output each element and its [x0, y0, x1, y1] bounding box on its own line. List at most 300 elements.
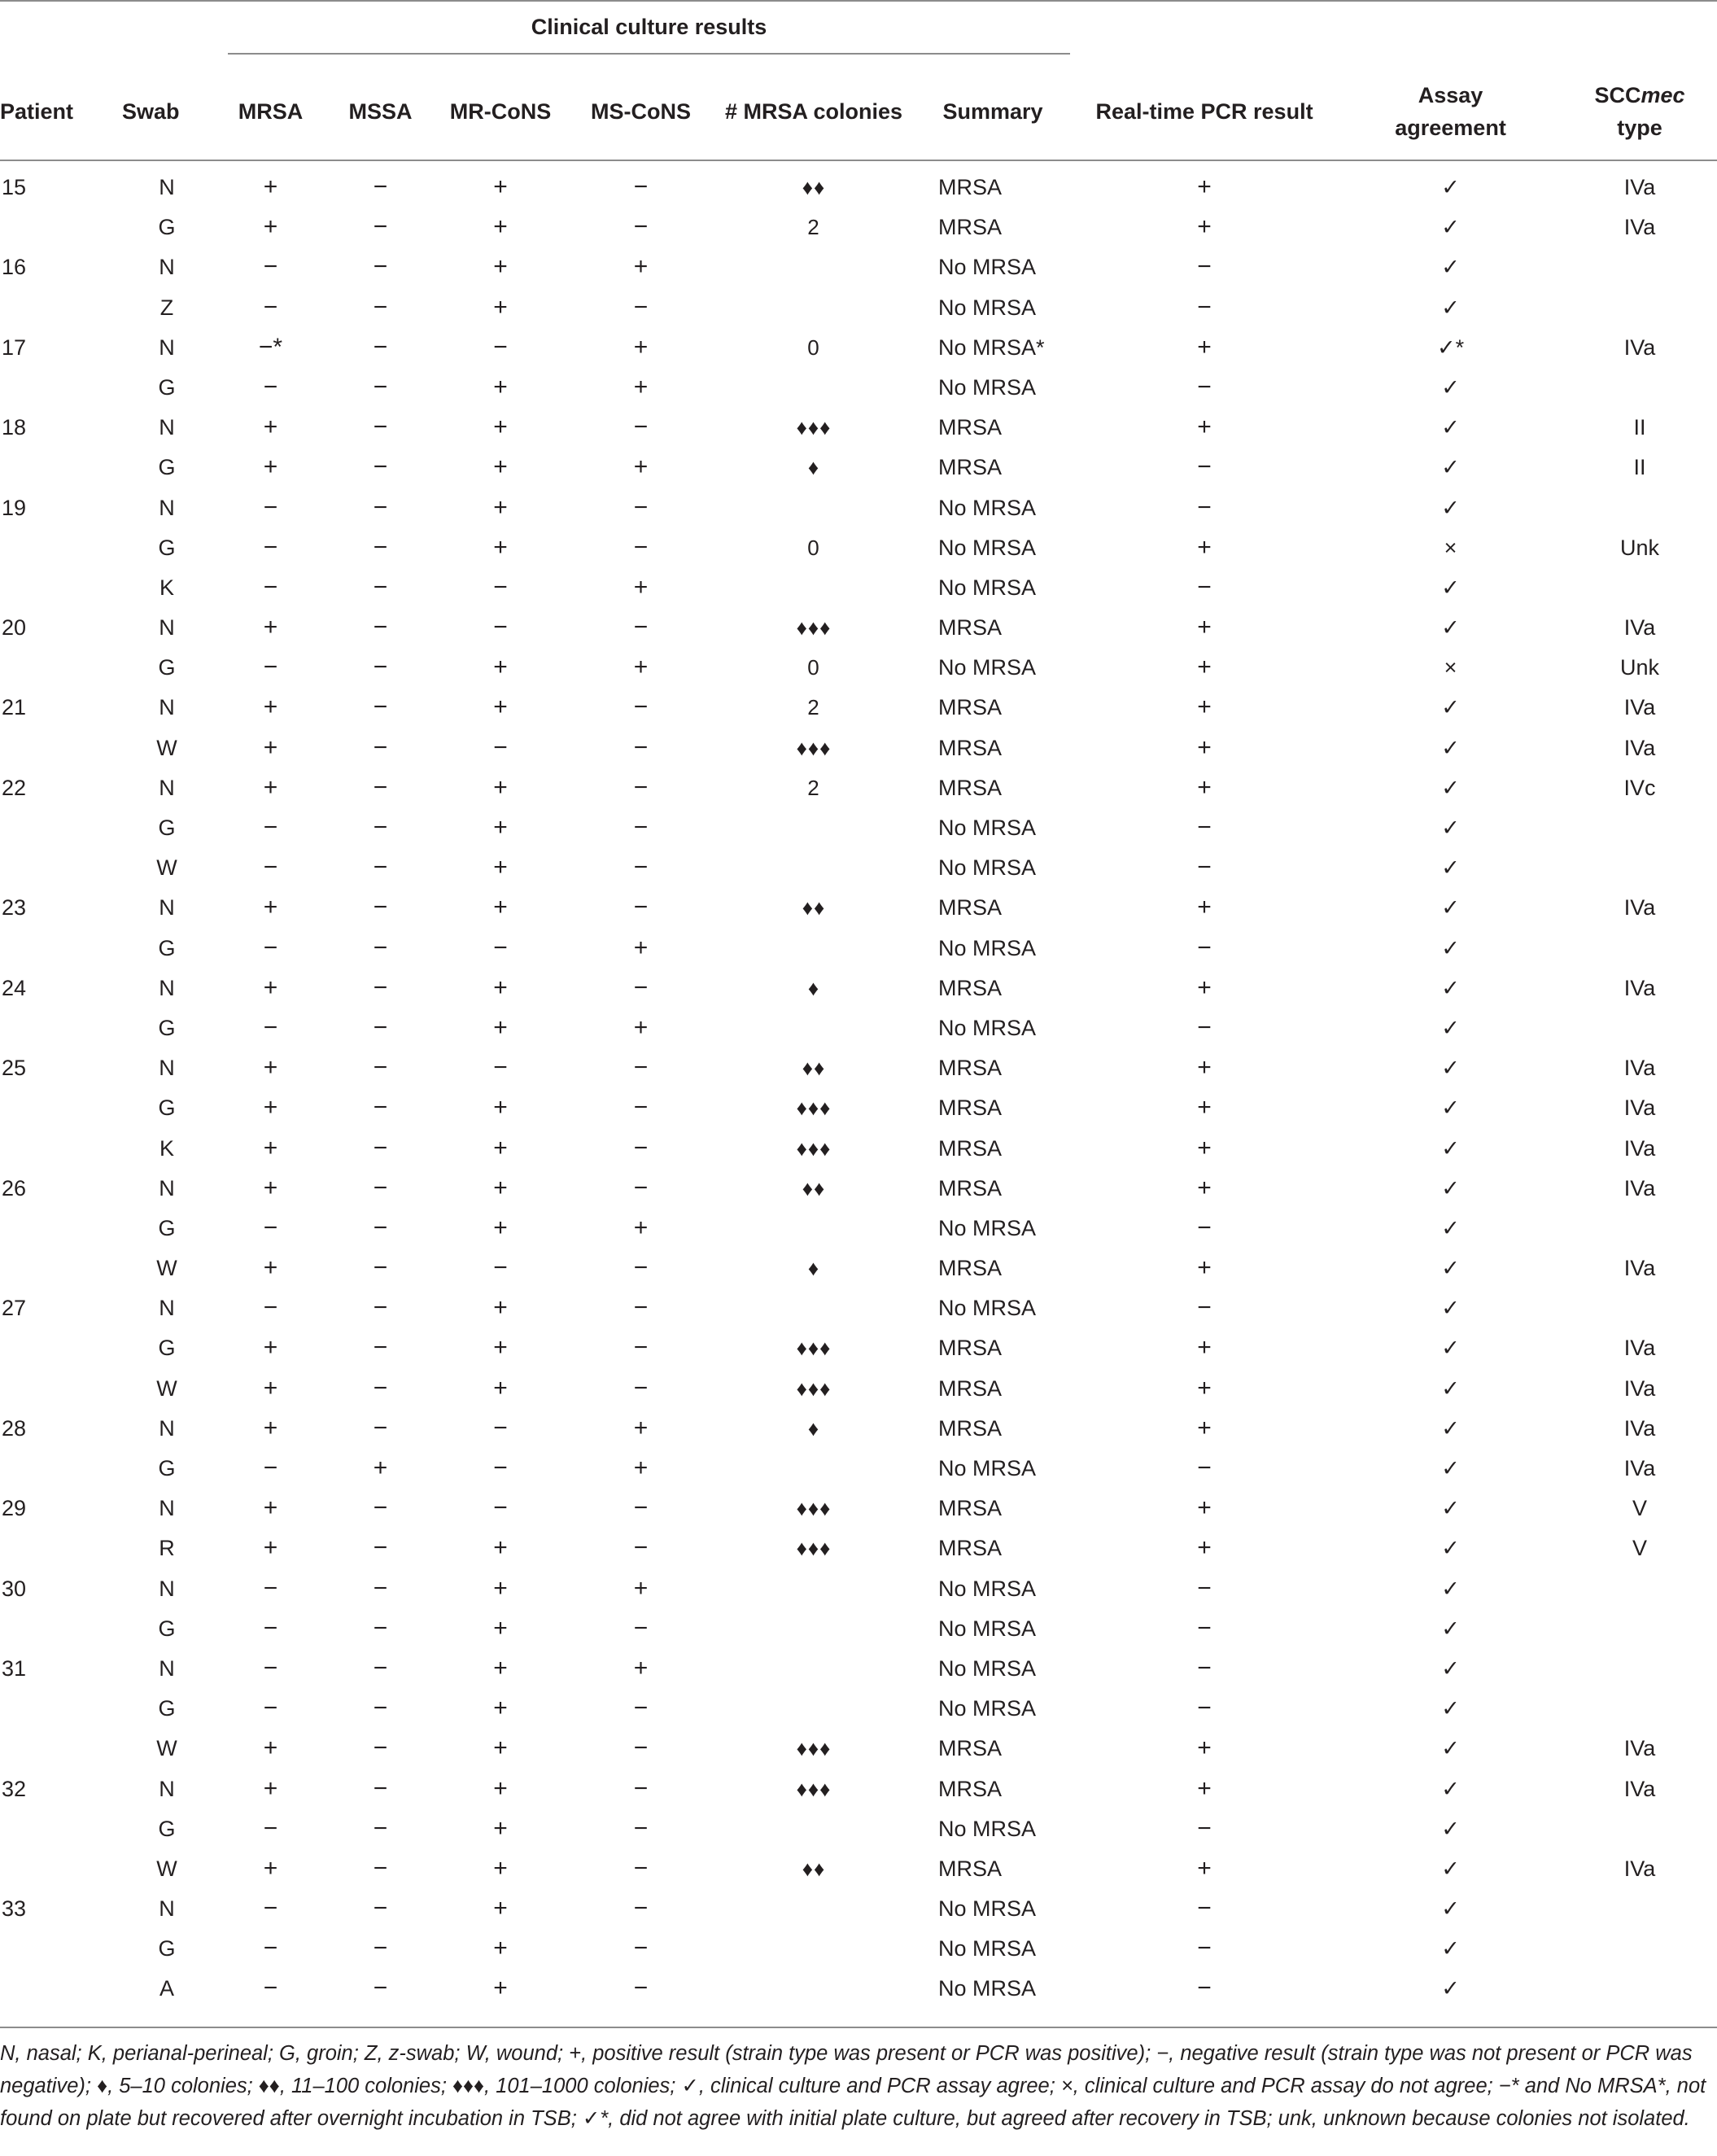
mrsa-cell: + — [263, 1494, 278, 1522]
patient-cell — [0, 1814, 122, 1854]
ms-cons-cell: − — [633, 1734, 649, 1762]
sccmec-cell: IVa — [1623, 335, 1656, 360]
table-bottom-rule — [0, 2027, 1717, 2028]
swab-cell: G — [158, 655, 176, 680]
sccmec-cell — [1562, 573, 1717, 613]
table-row — [0, 1293, 1717, 1333]
mr-cons-cell: + — [493, 773, 508, 801]
mssa-cell: − — [373, 1054, 388, 1082]
colonies-cell: ♦♦♦ — [796, 1375, 832, 1401]
table-row — [0, 533, 1717, 573]
mr-cons-cell: − — [493, 573, 508, 601]
swab-cell: G — [158, 1336, 176, 1361]
mr-cons-cell: + — [493, 1013, 508, 1041]
mssa-cell: − — [373, 533, 388, 561]
mssa-cell: − — [373, 1935, 388, 1962]
table-row — [0, 1134, 1717, 1174]
colonies-cell — [712, 573, 915, 613]
colonies-cell: ♦♦ — [802, 1056, 826, 1081]
mrsa-cell: + — [263, 1734, 278, 1762]
colonies-cell: ♦♦♦ — [796, 1776, 832, 1801]
ms-cons-cell: − — [633, 1975, 649, 2002]
sccmec-cell: IVa — [1623, 695, 1656, 720]
table-row — [0, 853, 1717, 893]
pcr-cell: + — [1197, 1734, 1212, 1762]
mr-cons-cell: − — [493, 1054, 508, 1082]
sccmec-cell: IVa — [1623, 215, 1656, 240]
mrsa-cell: − — [263, 934, 278, 961]
colonies-cell — [712, 1694, 915, 1734]
sccmec-cell — [1562, 853, 1717, 893]
sccmec-cell: IVa — [1623, 1135, 1656, 1161]
swab-cell: K — [159, 575, 174, 600]
swab-cell: N — [159, 1896, 175, 1922]
summary-cell: MRSA — [938, 1776, 1003, 1801]
colonies-cell — [712, 293, 915, 333]
sccmec-cell — [1562, 934, 1717, 973]
sccmec-cell: IVa — [1623, 1336, 1656, 1361]
agreement-cell: ✓ — [1441, 1056, 1460, 1081]
mr-cons-cell: + — [493, 1654, 508, 1682]
mssa-cell: − — [373, 1734, 388, 1762]
mssa-cell: − — [373, 1814, 388, 1842]
mssa-cell: − — [373, 1254, 388, 1282]
agreement-cell: ✓ — [1441, 1135, 1460, 1161]
ms-cons-cell: + — [633, 1013, 649, 1041]
agreement-cell: ✓ — [1441, 1536, 1460, 1561]
ms-cons-cell: − — [633, 1374, 649, 1402]
patient-cell: 16 — [2, 255, 27, 280]
table-row — [0, 1734, 1717, 1773]
patient-cell: 32 — [2, 1776, 27, 1801]
table-row — [0, 1493, 1717, 1533]
table-row — [0, 1894, 1717, 1934]
sccmec-cell — [1562, 1654, 1717, 1694]
table-row — [0, 1093, 1717, 1133]
mrsa-cell: − — [263, 1695, 278, 1722]
patient-cell — [0, 1533, 122, 1573]
patient-cell: 17 — [2, 335, 27, 360]
agreement-cell: ✓ — [1441, 1816, 1460, 1841]
mrsa-cell: + — [263, 614, 278, 641]
agreement-cell: ✓ — [1441, 1256, 1460, 1281]
table-body — [0, 160, 1717, 2014]
ms-cons-cell: + — [633, 373, 649, 400]
colonies-cell: ♦♦♦ — [796, 1496, 832, 1521]
mssa-cell: − — [373, 333, 388, 361]
summary-cell: MRSA — [938, 1175, 1003, 1200]
sccmec-cell: V — [1632, 1496, 1648, 1521]
sccmec-cell — [1562, 1574, 1717, 1614]
agreement-cell: ✓ — [1441, 615, 1460, 641]
pcr-cell: + — [1197, 1494, 1212, 1522]
sccmec-cell — [1562, 1894, 1717, 1934]
sccmec-cell: IVa — [1623, 175, 1656, 199]
pcr-cell: − — [1197, 1574, 1212, 1602]
mr-cons-cell: + — [493, 1574, 508, 1602]
sccmec-cell: IVa — [1623, 735, 1656, 760]
ms-cons-cell: − — [633, 413, 649, 441]
swab-cell: G — [158, 215, 176, 240]
mrsa-cell: + — [263, 453, 278, 481]
summary-cell: MRSA — [938, 775, 1003, 800]
table-row — [0, 1694, 1717, 1734]
swab-cell: G — [158, 1616, 176, 1641]
table-row — [0, 1934, 1717, 1974]
colonies-cell — [712, 1894, 915, 1934]
table-row — [0, 1253, 1717, 1293]
header-sccmec-type — [1562, 63, 1717, 160]
ms-cons-cell: − — [633, 173, 649, 200]
swab-cell: W — [156, 735, 177, 760]
swab-cell: K — [159, 1135, 174, 1161]
mssa-cell: − — [373, 1774, 388, 1802]
agreement-cell: ✓ — [1441, 575, 1460, 600]
swab-cell: N — [159, 1496, 175, 1521]
mssa-cell: − — [373, 1975, 388, 2002]
mr-cons-cell: + — [493, 1134, 508, 1161]
colonies-cell — [712, 1454, 915, 1493]
mr-cons-cell: + — [493, 1374, 508, 1402]
mr-cons-cell: + — [493, 814, 508, 841]
ms-cons-cell: − — [633, 1054, 649, 1082]
summary-cell: No MRSA — [938, 1296, 1037, 1321]
header-assay-agreement — [1339, 63, 1562, 160]
pcr-cell: + — [1197, 1854, 1212, 1882]
patient-cell: 24 — [2, 975, 27, 1000]
header-pcr-result: Real-time PCR result — [1070, 63, 1339, 160]
mssa-cell: − — [373, 1614, 388, 1642]
ms-cons-cell: − — [633, 894, 649, 921]
patient-cell — [0, 1333, 122, 1373]
colonies-cell — [712, 252, 915, 292]
mr-cons-cell: + — [493, 293, 508, 321]
sccmec-cell — [1562, 1214, 1717, 1253]
ms-cons-cell: + — [633, 1654, 649, 1682]
ms-cons-cell: − — [633, 533, 649, 561]
pcr-cell: + — [1197, 733, 1212, 761]
patient-cell — [0, 653, 122, 693]
colonies-cell — [712, 1574, 915, 1614]
pcr-cell: − — [1197, 854, 1212, 881]
ms-cons-cell: − — [633, 814, 649, 841]
colonies-cell: ♦♦ — [802, 175, 826, 199]
agreement-cell: ✓ — [1441, 1375, 1460, 1401]
ms-cons-cell: − — [633, 1334, 649, 1362]
mssa-cell: − — [373, 1374, 388, 1402]
mssa-cell: − — [373, 1654, 388, 1682]
mrsa-cell: + — [263, 413, 278, 441]
patient-cell: 27 — [2, 1296, 27, 1321]
agreement-cell: ✓ — [1441, 215, 1460, 240]
ms-cons-cell: + — [633, 1214, 649, 1241]
pcr-cell: − — [1197, 1695, 1212, 1722]
summary-cell: No MRSA — [938, 1896, 1037, 1922]
patient-cell: 19 — [2, 495, 27, 520]
mrsa-cell: + — [263, 1094, 278, 1122]
table-row — [0, 160, 1717, 212]
table-row — [0, 573, 1717, 613]
patient-cell — [0, 1093, 122, 1133]
patient-cell — [0, 733, 122, 773]
pcr-cell: − — [1197, 1935, 1212, 1962]
colonies-cell: ♦♦♦ — [796, 1336, 832, 1361]
mr-cons-cell: + — [493, 173, 508, 200]
sccmec-cell: V — [1632, 1536, 1648, 1561]
patient-cell — [0, 813, 122, 853]
agreement-cell: ✓ — [1441, 735, 1460, 760]
ms-cons-cell: − — [633, 1534, 649, 1562]
patient-cell: 28 — [2, 1415, 27, 1441]
mssa-cell: − — [373, 934, 388, 961]
summary-cell: No MRSA — [938, 935, 1037, 960]
summary-cell: MRSA — [938, 1375, 1003, 1401]
ms-cons-cell: − — [633, 1774, 649, 1802]
mssa-cell: − — [373, 654, 388, 681]
pcr-cell: + — [1197, 1534, 1212, 1562]
mrsa-cell: + — [263, 1334, 278, 1362]
agreement-cell: ✓ — [1441, 816, 1460, 840]
mrsa-cell: − — [263, 1814, 278, 1842]
swab-cell: N — [159, 775, 175, 800]
agreement-cell: ✓* — [1436, 335, 1465, 360]
sccmec-cell: IVa — [1623, 1256, 1656, 1281]
sccmec-cell: Unk — [1620, 535, 1660, 560]
header-mr-cons: MR-CoNS — [431, 63, 570, 160]
mrsa-cell: + — [263, 1134, 278, 1161]
agreement-cell: ✓ — [1441, 1296, 1460, 1321]
table-row — [0, 333, 1717, 373]
mssa-cell: − — [373, 253, 388, 281]
mrsa-cell: + — [263, 693, 278, 721]
colonies-cell — [712, 1013, 915, 1053]
summary-cell: MRSA — [938, 1415, 1003, 1441]
colonies-cell: ♦♦♦ — [796, 1736, 832, 1761]
swab-cell: G — [158, 374, 176, 400]
mr-cons-cell: + — [493, 654, 508, 681]
sccmec-cell — [1562, 1974, 1717, 2014]
table-row — [0, 1013, 1717, 1053]
pcr-cell: − — [1197, 1454, 1212, 1481]
swab-cell: G — [158, 455, 176, 480]
mr-cons-cell: + — [493, 253, 508, 281]
agreement-cell: ✓ — [1441, 1576, 1460, 1601]
pcr-cell: − — [1197, 1013, 1212, 1041]
mr-cons-cell: + — [493, 1614, 508, 1642]
swab-cell: W — [156, 1375, 177, 1401]
pcr-cell: + — [1197, 413, 1212, 441]
swab-cell: W — [156, 855, 177, 881]
ms-cons-cell: − — [633, 1614, 649, 1642]
agreement-cell: ✓ — [1441, 1856, 1460, 1881]
table-footnote: N, nasal; K, perianal-perineal; G, groin; Z, z-swab; W, wound; +, positive result (strain type was present or PCR was positive); −, negative result (strain type was not present or PCR was negative); ♦, 5–10 colonies; ♦♦, 11–100 colonies; ♦♦♦, 101–1000 colonies; ✓, clinical culture and PCR assay agree; ×, clinical culture and PCR assay do not agree; −* and No MRSA*, not found on plate but recovered after overnight incubation in TSB; ✓*, did not agree with initial plate culture, but agreed after recovery in TSB; unk, unknown because colonies not isolated. — [0, 2042, 1706, 2130]
agreement-cell: ✓ — [1441, 775, 1460, 800]
pcr-cell: − — [1197, 1895, 1212, 1922]
pcr-cell: − — [1197, 934, 1212, 961]
ms-cons-cell: + — [633, 1454, 649, 1481]
summary-cell: MRSA — [938, 1256, 1003, 1281]
mssa-cell: − — [373, 1414, 388, 1441]
summary-cell: No MRSA — [938, 1576, 1037, 1601]
patient-cell — [0, 1614, 122, 1654]
patient-cell — [0, 1934, 122, 1974]
table-row — [0, 934, 1717, 973]
mrsa-cell: − — [263, 854, 278, 881]
mrsa-cell: − — [263, 1454, 278, 1481]
mrsa-cell: − — [263, 373, 278, 400]
colonies-cell: 2 — [807, 775, 820, 800]
swab-cell: N — [159, 1576, 175, 1601]
patient-cell: 15 — [2, 175, 27, 199]
mrsa-cell: + — [263, 1414, 278, 1441]
pcr-cell: − — [1197, 1654, 1212, 1682]
sccmec-cell: IVa — [1623, 1375, 1656, 1401]
pcr-cell: + — [1197, 894, 1212, 921]
colonies-cell: ♦♦♦ — [796, 1135, 832, 1161]
patient-cell — [0, 1374, 122, 1414]
ms-cons-cell: + — [633, 453, 649, 481]
mrsa-cell: − — [263, 1574, 278, 1602]
table-row — [0, 1774, 1717, 1814]
summary-cell: MRSA — [938, 1135, 1003, 1161]
ms-cons-cell: − — [633, 614, 649, 641]
pcr-cell: + — [1197, 173, 1212, 200]
mssa-cell: − — [373, 1695, 388, 1722]
colonies-cell: ♦♦ — [802, 895, 826, 921]
mssa-cell: − — [373, 894, 388, 921]
pcr-cell: − — [1197, 453, 1212, 481]
mssa-cell: − — [373, 1174, 388, 1201]
swab-cell: N — [159, 495, 175, 520]
table-row — [0, 212, 1717, 252]
colonies-cell — [712, 1814, 915, 1854]
ms-cons-cell: − — [633, 733, 649, 761]
mssa-cell: − — [373, 413, 388, 441]
table-row — [0, 252, 1717, 292]
colonies-cell — [712, 934, 915, 973]
mrsa-cell: + — [263, 1174, 278, 1201]
summary-cell: MRSA — [938, 1056, 1003, 1081]
table-row — [0, 1454, 1717, 1493]
ms-cons-cell: − — [633, 773, 649, 801]
mrsa-cell: + — [263, 1854, 278, 1882]
agreement-cell: ✓ — [1441, 255, 1460, 280]
mssa-cell: − — [373, 453, 388, 481]
ms-cons-cell: − — [633, 1494, 649, 1522]
agreement-cell: ✓ — [1441, 1456, 1460, 1480]
pcr-cell: + — [1197, 1254, 1212, 1282]
agreement-cell: ✓ — [1441, 175, 1460, 199]
summary-cell: No MRSA — [938, 1456, 1037, 1480]
sccmec-cell: IVa — [1623, 1856, 1656, 1881]
patient-cell: 31 — [2, 1655, 27, 1681]
ms-cons-cell: − — [633, 854, 649, 881]
pcr-cell: − — [1197, 373, 1212, 400]
summary-cell: MRSA — [938, 695, 1003, 720]
mr-cons-cell: − — [493, 614, 508, 641]
patient-cell — [0, 1134, 122, 1174]
swab-cell: G — [158, 1456, 176, 1480]
swab-cell: W — [156, 1256, 177, 1281]
pcr-cell: + — [1197, 1094, 1212, 1122]
mrsa-cell: + — [263, 1254, 278, 1282]
mrsa-cell: + — [263, 173, 278, 200]
mssa-cell: − — [373, 693, 388, 721]
mrsa-cell: − — [263, 1013, 278, 1041]
mssa-cell: − — [373, 973, 388, 1001]
sccmec-cell — [1562, 1013, 1717, 1053]
table-row — [0, 1374, 1717, 1414]
ms-cons-cell: + — [633, 1574, 649, 1602]
mssa-cell: − — [373, 493, 388, 521]
sccmec-cell — [1562, 1293, 1717, 1333]
mr-cons-cell: + — [493, 973, 508, 1001]
summary-cell: No MRSA — [938, 255, 1037, 280]
agreement-cell: ✓ — [1441, 1696, 1460, 1721]
swab-cell: N — [159, 1175, 175, 1200]
patient-cell — [0, 853, 122, 893]
swab-cell: N — [159, 335, 175, 360]
agreement-cell: ✓ — [1441, 295, 1460, 320]
pcr-cell: + — [1197, 1334, 1212, 1362]
patient-cell: 25 — [2, 1056, 27, 1081]
agreement-cell: ✓ — [1441, 695, 1460, 720]
patient-cell — [0, 453, 122, 492]
mrsa-cell: + — [263, 894, 278, 921]
mrsa-cell: + — [263, 773, 278, 801]
mrsa-cell: − — [263, 253, 278, 281]
mssa-cell: − — [373, 213, 388, 241]
colonies-cell — [712, 853, 915, 893]
pcr-cell: + — [1197, 1774, 1212, 1802]
summary-cell: MRSA — [938, 415, 1003, 440]
swab-cell: G — [158, 1696, 176, 1721]
mssa-cell: − — [373, 1534, 388, 1562]
header-sccmec-line2: type — [1617, 116, 1662, 140]
summary-cell: No MRSA — [938, 374, 1037, 400]
pcr-cell: + — [1197, 693, 1212, 721]
colonies-cell: 2 — [807, 695, 820, 720]
colonies-cell: ♦♦ — [802, 1175, 826, 1200]
pcr-cell: − — [1197, 1214, 1212, 1241]
patient-cell — [0, 533, 122, 573]
sccmec-cell: IVa — [1623, 1776, 1656, 1801]
table-row — [0, 1174, 1717, 1214]
agreement-cell: ✓ — [1441, 855, 1460, 881]
pcr-cell: + — [1197, 1174, 1212, 1201]
agreement-cell: ✓ — [1441, 455, 1460, 480]
mssa-cell: − — [373, 1214, 388, 1241]
patient-cell — [0, 1013, 122, 1053]
mssa-cell: − — [373, 614, 388, 641]
colonies-cell: ♦♦ — [802, 1856, 826, 1881]
patient-cell — [0, 934, 122, 973]
group-header-clinical-culture — [212, 1, 1070, 63]
table-row — [0, 413, 1717, 453]
table-row — [0, 773, 1717, 813]
agreement-cell: ✓ — [1441, 1095, 1460, 1121]
colonies-cell — [712, 1214, 915, 1253]
agreement-cell: ✓ — [1441, 1415, 1460, 1441]
sccmec-cell — [1562, 813, 1717, 853]
pcr-cell: − — [1197, 293, 1212, 321]
agreement-cell: ✓ — [1441, 1936, 1460, 1961]
sccmec-cell — [1562, 1614, 1717, 1654]
mssa-cell: − — [373, 1574, 388, 1602]
header-assay-agreement-line1: Assay — [1418, 83, 1483, 107]
ms-cons-cell: − — [633, 1134, 649, 1161]
mrsa-cell: − — [263, 1895, 278, 1922]
